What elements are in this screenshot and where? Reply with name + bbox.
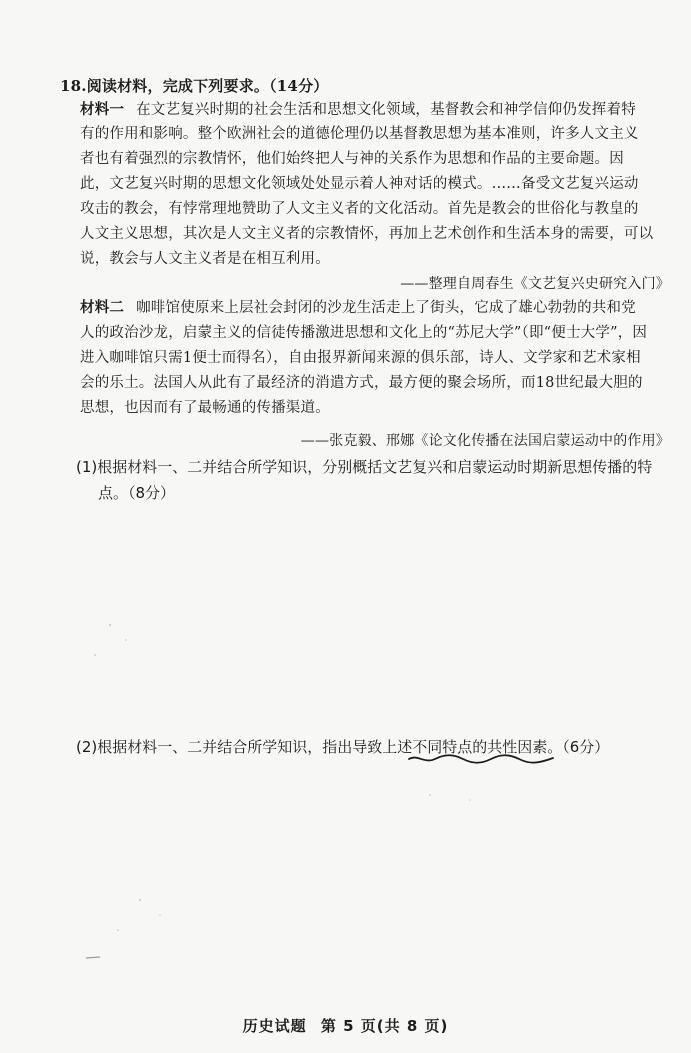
material1-label: 材料一 [80,101,125,118]
material1-line-3: 者也有着强烈的宗教情怀，他们始终把人与神的关系作为思想和作品的主要命题。因 [80,151,624,167]
material1-line-4: 此，文艺复兴时期的思想文化领域处处显示着人神对话的模式。……备受文艺复兴运动 [80,176,639,192]
material2-line-4: 会的乐土。法国人从此有了最经济的消遣方式，最方便的聚会场所，而18世纪最大胆的 [80,375,643,391]
page-footer [0,1015,691,1036]
material2-source: ——张克毅、邢娜《论文化传播在法国启蒙运动中的作用》 [300,433,670,449]
material1-line-6: 人文主义思想，其次是人文主义者的宗教情怀，再加上艺术创作和生活本身的需要，可以 [80,226,654,242]
material1-line-7: 说，教会与人文主义者是在相互利用。 [80,251,330,267]
material2-text-1: 咖啡馆使原来上层社会封闭的沙龙生活走上了街头，它成了雄心勃勃的共和党 [136,300,636,316]
subquestion-2: (2)根据材料一、二并结合所学知识，指出导致上述不同特点的共性因素。（6分） [76,738,610,756]
question-title: 18.阅读材料，完成下列要求。（14分） [60,77,329,95]
material2-line-5: 思想，也因而有了最畅通的传播渠道。 [80,400,330,416]
footer-subject: 历史试题 [242,1017,307,1035]
material2-label: 材料二 [80,299,125,316]
material1-line-2: 有的作用和影响。整个欧洲社会的道德伦理仍以基督教思想为基本准则，许多人文主义 [80,126,639,142]
footer-page-number: 第 5 页(共 8 页) [320,1017,449,1035]
subquestion-1-line-1: (1)根据材料一、二并结合所学知识，分别概括文艺复兴和启蒙运动时期新思想传播的特 [76,458,653,476]
material1-line-5: 攻击的教会，有悖常理地赞助了人文主义者的文化活动。首先是教会的世俗化与教皇的 [80,201,639,217]
subquestion-1-line-2: 点。（8分） [98,484,176,502]
material1-text-1: 在文艺复兴时期的社会生活和思想文化领域，基督教会和神学信仰仍发挥着特 [136,102,636,118]
material1-source: ——整理自周春生《文艺复兴史研究入门》 [400,276,670,292]
material2-line-2: 人的政治沙龙，启蒙主义的信徒传播激进思想和文化上的“苏尼大学”（即“便士大学”，因 [80,325,648,341]
material2-line-3: 进入咖啡馆只需1便士而得名），自由报界新闻来源的俱乐部，诗人、文学家和艺术家相 [80,350,641,366]
